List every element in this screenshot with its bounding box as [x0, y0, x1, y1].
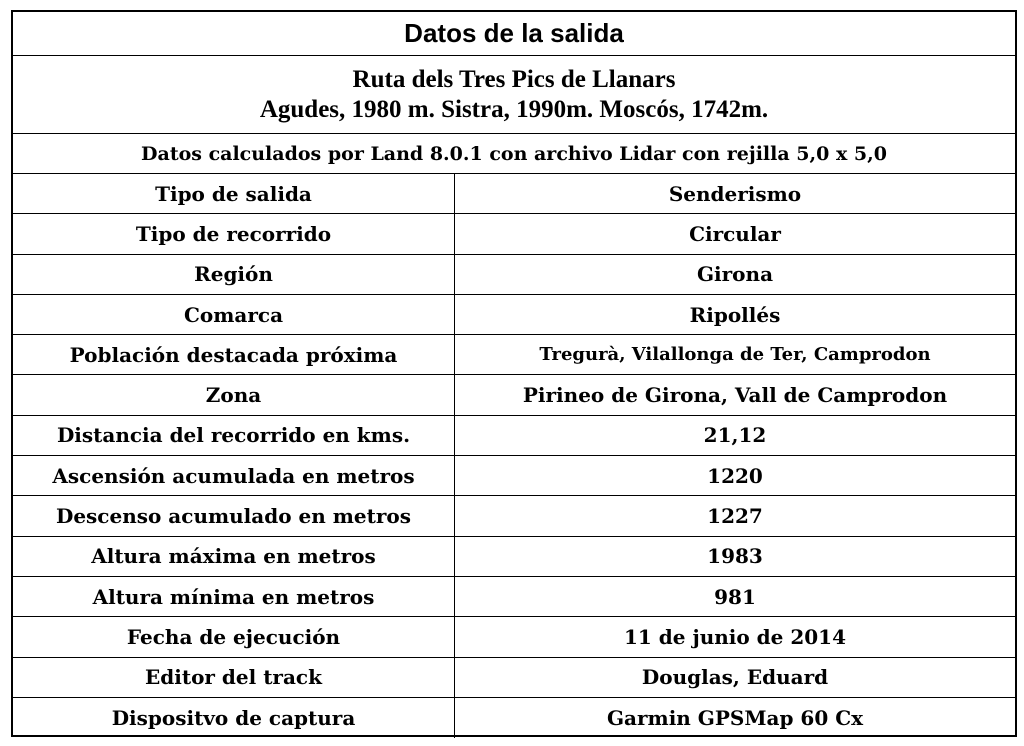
- table-row: [13, 577, 1015, 617]
- route-data-table: [11, 10, 1017, 737]
- row-value: 21,12: [703, 423, 767, 448]
- calc-note: Datos calculados por Land 8.0.1 con archivo Lidar con rejilla 5,0 x 5,0: [141, 142, 887, 165]
- row-value: Girona: [696, 262, 774, 287]
- table-row: [13, 698, 1015, 738]
- table-row: [13, 174, 1015, 214]
- row-label: Dispositvo de captura: [13, 698, 455, 738]
- route-name-row: [13, 56, 1015, 134]
- row-value: Garmin GPSMap 60 Cx: [606, 706, 864, 730]
- row-value: 1983: [707, 544, 763, 569]
- row-value: Pirineo de Girona, Vall de Camprodon: [522, 383, 948, 408]
- row-value: 1227: [707, 504, 763, 529]
- table-row: [13, 537, 1015, 577]
- row-value: Senderismo: [668, 181, 802, 206]
- table-row: [13, 617, 1015, 657]
- row-label: Descenso acumulado en metros: [13, 496, 455, 535]
- row-label: Altura máxima en metros: [13, 537, 455, 576]
- row-label: Distancia del recorrido en kms.: [13, 416, 455, 455]
- table-row: [13, 335, 1015, 375]
- row-label: Comarca: [13, 295, 455, 334]
- table-row: [13, 496, 1015, 536]
- row-value: 1220: [707, 463, 763, 488]
- row-label: Población destacada próxima: [13, 335, 455, 374]
- table-row: [13, 375, 1015, 415]
- table-title: Datos de la salida: [404, 18, 624, 48]
- table-row: [13, 214, 1015, 254]
- row-value: Douglas, Eduard: [641, 665, 829, 690]
- row-value: Circular: [689, 221, 781, 246]
- table-row: [13, 295, 1015, 335]
- row-value: Ripollés: [689, 302, 781, 327]
- table-row: [13, 416, 1015, 456]
- row-label: Fecha de ejecución: [13, 617, 455, 656]
- table-title-row: [13, 12, 1015, 56]
- row-value: 981: [714, 584, 756, 609]
- row-value: Tregurà, Vilallonga de Ter, Camprodon: [539, 344, 931, 366]
- row-label: Zona: [13, 375, 455, 414]
- row-label: Ascensión acumulada en metros: [13, 456, 455, 495]
- row-label: Región: [13, 255, 455, 294]
- row-label: Altura mínima en metros: [13, 577, 455, 616]
- calc-note-row: [13, 134, 1015, 174]
- row-label: Editor del track: [13, 658, 455, 697]
- row-value: 11 de junio de 2014: [623, 624, 847, 649]
- table-row: [13, 658, 1015, 698]
- row-label: Tipo de salida: [13, 174, 455, 213]
- route-peaks: Agudes, 1980 m. Sistra, 1990m. Moscós, 1742m.: [259, 95, 769, 123]
- table-row: [13, 255, 1015, 295]
- table-row: [13, 456, 1015, 496]
- row-label: Tipo de recorrido: [13, 214, 455, 253]
- route-name: Ruta dels Tres Pics de Llanars: [352, 65, 676, 93]
- route-name-cell: [13, 56, 1015, 133]
